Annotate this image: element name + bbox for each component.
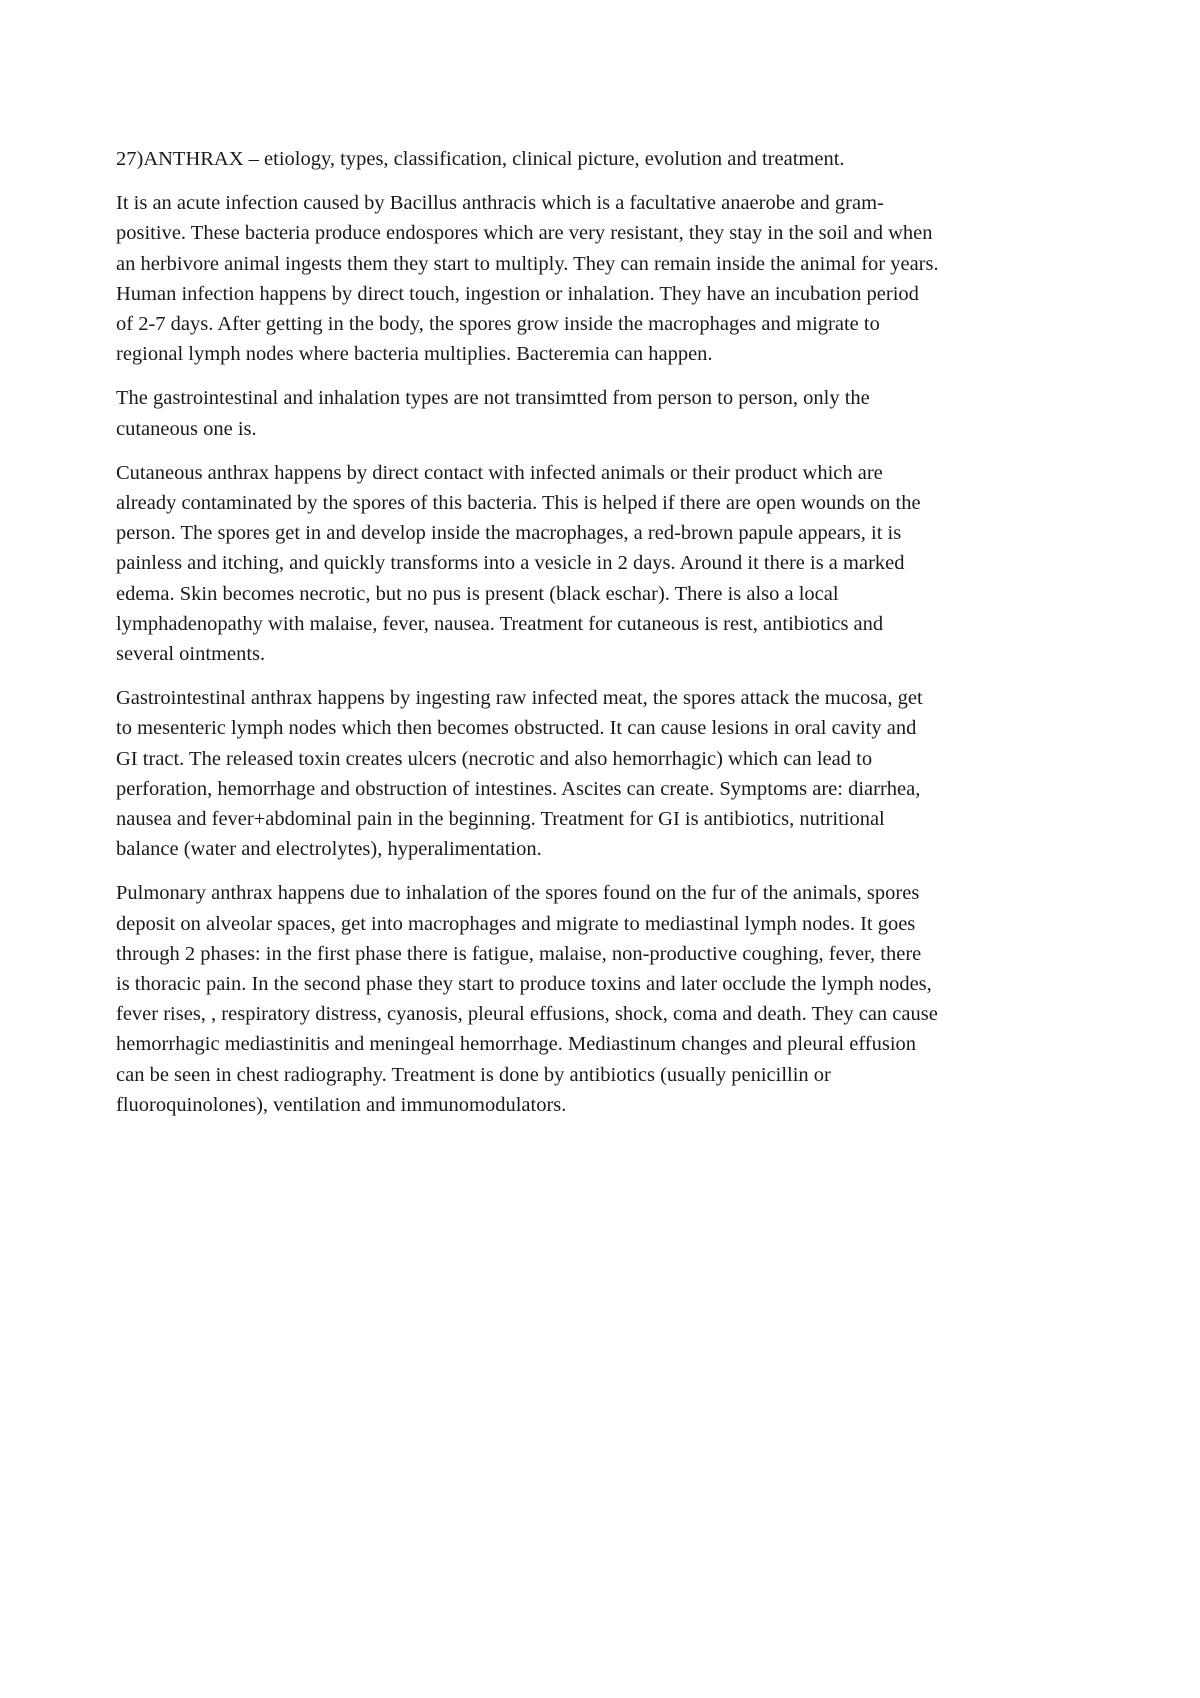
text-line: person. The spores get in and develop inside the macrophages, a red-brown papule appears, it is bbox=[116, 522, 902, 545]
text-line: perforation, hemorrhage and obstruction of intestines. Ascites can create. Symptoms are: diarrhea, bbox=[116, 777, 921, 800]
text-line: Human infection happens by direct touch, ingestion or inhalation. They have an incubation period bbox=[116, 282, 919, 305]
text-line: hemorrhagic mediastinitis and meningeal hemorrhage. Mediastinum changes and pleural effusion bbox=[116, 1033, 917, 1056]
text-line: to mesenteric lymph nodes which then becomes obstructed. It can cause lesions in oral cavity and bbox=[116, 717, 917, 740]
document-heading: 27)ANTHRAX – etiology, types, classification, clinical picture, evolution and treatment. bbox=[116, 148, 845, 170]
text-line: several ointments. bbox=[116, 643, 266, 666]
text-line: nausea and fever+abdominal pain in the beginning. Treatment for GI is antibiotics, nutritional bbox=[116, 808, 885, 831]
text-line: GI tract. The released toxin creates ulcers (necrotic and also hemorrhagic) which can lead to bbox=[116, 747, 873, 770]
text-line: fluoroquinolones), ventilation and immunomodulators. bbox=[116, 1093, 567, 1116]
text-line: Cutaneous anthrax happens by direct contact with infected animals or their product which are bbox=[116, 461, 883, 484]
text-line: through 2 phases: in the first phase there is fatigue, malaise, non-productive coughing, fever, there bbox=[116, 942, 922, 965]
paragraph-cutaneous bbox=[116, 458, 1096, 669]
text-line: painless and itching, and quickly transforms into a vesicle in 2 days. Around it there is a marked bbox=[116, 552, 905, 575]
text-line: positive. These bacteria produce endospores which are very resistant, they stay in the soil and when bbox=[116, 222, 933, 245]
paragraph-transmission bbox=[116, 383, 1096, 443]
text-line: is thoracic pain. In the second phase they start to produce toxins and later occlude the lymph nodes, bbox=[116, 973, 932, 996]
text-line: lymphadenopathy with malaise, fever, nausea. Treatment for cutaneous is rest, antibiotics and bbox=[116, 612, 884, 635]
text-line: regional lymph nodes where bacteria multiplies. Bacteremia can happen. bbox=[116, 343, 713, 366]
text-line: an herbivore animal ingests them they start to multiply. They can remain inside the animal for years. bbox=[116, 252, 939, 275]
text-line: cutaneous one is. bbox=[116, 417, 257, 440]
text-line: The gastrointestinal and inhalation types are not transimtted from person to person, only the bbox=[116, 387, 870, 410]
text-line: balance (water and electrolytes), hyperalimentation. bbox=[116, 838, 542, 861]
text-line: Gastrointestinal anthrax happens by ingesting raw infected meat, the spores attack the mucosa, get bbox=[116, 687, 923, 710]
text-line: of 2-7 days. After getting in the body, the spores grow inside the macrophages and migrate to bbox=[116, 313, 880, 336]
document-body bbox=[116, 144, 1096, 1134]
text-line: Pulmonary anthrax happens due to inhalation of the spores found on the fur of the animals, spores bbox=[116, 882, 920, 905]
text-line: edema. Skin becomes necrotic, but no pus is present (black eschar). There is also a local bbox=[116, 582, 839, 605]
text-line: already contaminated by the spores of this bacteria. This is helped if there are open wounds on the bbox=[116, 492, 921, 515]
paragraph-intro bbox=[116, 188, 1096, 369]
text-line: It is an acute infection caused by Bacillus anthracis which is a facultative anaerobe and gram- bbox=[116, 192, 884, 215]
text-line: deposit on alveolar spaces, get into macrophages and migrate to mediastinal lymph nodes. It goes bbox=[116, 912, 916, 935]
paragraph-pulmonary bbox=[116, 878, 1096, 1120]
text-line: fever rises, , respiratory distress, cyanosis, pleural effusions, shock, coma and death. They can cause bbox=[116, 1003, 938, 1026]
paragraph-gastrointestinal bbox=[116, 683, 1096, 864]
text-line: can be seen in chest radiography. Treatment is done by antibiotics (usually penicillin or bbox=[116, 1063, 831, 1086]
